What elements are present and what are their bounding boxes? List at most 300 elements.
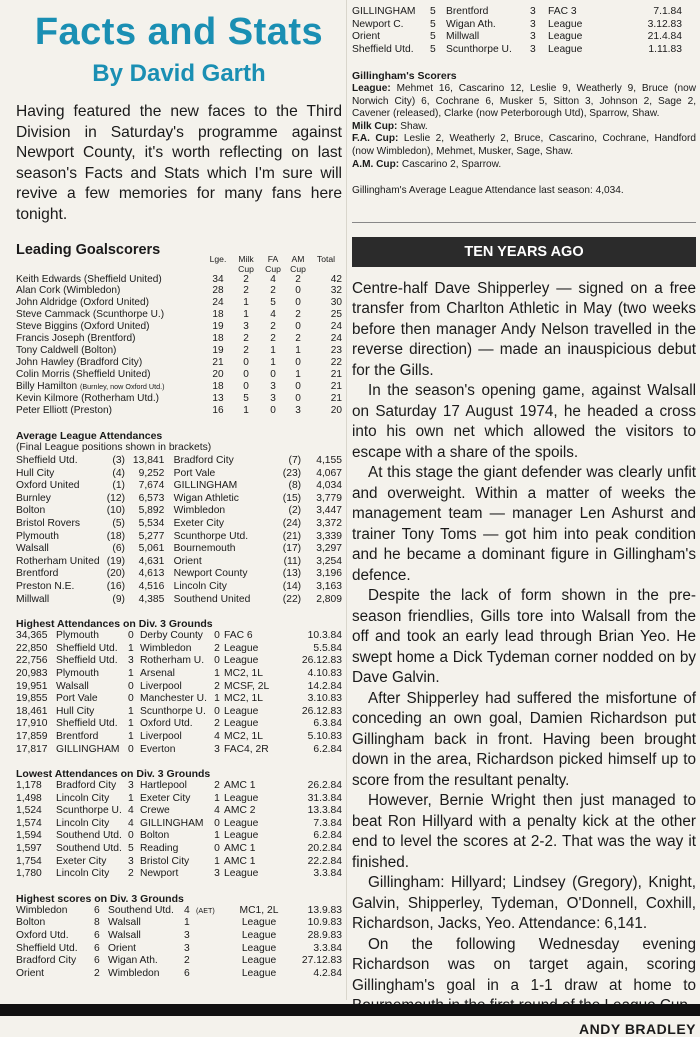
scorers-league: [352, 83, 696, 121]
scorer-name-text: Steve Biggins (Oxford United): [16, 321, 150, 333]
scorer-name-text: Tony Caldwell (Bolton): [16, 345, 117, 356]
away-score: 1: [214, 830, 220, 842]
competition: League: [224, 642, 259, 654]
away-score: 1: [214, 667, 220, 679]
scores-table: [16, 905, 342, 981]
match-date: 4.10.83: [307, 667, 342, 679]
away-score: 3: [184, 942, 190, 954]
scorer-lge: 28: [212, 285, 224, 297]
competition: League: [548, 18, 583, 30]
attendance-value: 4,613: [138, 568, 165, 580]
home-team: Bolton: [16, 917, 46, 929]
home-team: Hull City: [56, 705, 95, 717]
attendance-value: 18,461: [16, 705, 48, 717]
away-team: Derby County: [140, 630, 203, 642]
scorers-heading: Gillingham's Scorers: [352, 70, 457, 83]
spacer: [164, 531, 173, 544]
scorer-total: 22: [330, 356, 342, 368]
attendance-value: 22,756: [16, 655, 48, 667]
aet-note: (AET): [196, 905, 215, 915]
attendance-value: 5,892: [138, 505, 165, 517]
spacer: [164, 518, 173, 531]
col-am-2: Cup: [290, 263, 306, 274]
home-team: Sheffield Utd.: [352, 43, 414, 55]
ten-years-article: [352, 279, 696, 1017]
away-team: Walsall: [108, 930, 141, 942]
scorer-am: 0: [295, 321, 301, 333]
league-text: Mehmet 16, Cascarino 12, Leslie 9, Weatherly 9, Bruce (now Norwich City) 6, Cochrane 6, Musker 5, Sitton 3, Johnson 2, Sage 2, Cavener (released), Clarke (now Peterborough Utd), Sparrow, Shaw.: [352, 82, 696, 120]
scorer-note: (Burnley, now Oxford Utd.): [79, 381, 165, 391]
match-date: 5.5.84: [313, 642, 342, 654]
result-row: [352, 44, 682, 57]
scorer-fa: 3: [270, 392, 276, 404]
scorer-name-text: Billy Hamilton: [16, 380, 80, 392]
team-name: Bolton: [16, 505, 46, 517]
away-team: Rotherham U.: [140, 655, 205, 667]
scorer-name-text: Francis Joseph (Brentford): [16, 333, 136, 345]
lowest-heading: Lowest Attendances on Div. 3 Grounds: [16, 768, 211, 781]
match-row: [16, 718, 342, 731]
league-position: (8): [288, 480, 302, 492]
home-score: 4: [128, 817, 134, 829]
attendance-row: [16, 468, 342, 481]
league-position: (23): [282, 467, 302, 479]
spacer: [164, 594, 173, 607]
scorer-am: 1: [295, 345, 301, 356]
competition: League: [241, 942, 277, 954]
scorer-fa: 1: [270, 356, 276, 368]
league-position: (15): [282, 492, 302, 504]
competition: League: [548, 31, 583, 43]
fa-label: F.A. Cup:: [352, 133, 399, 145]
scorer-fa: 0: [270, 368, 276, 380]
away-score: 4: [184, 904, 190, 916]
match-date: 3.3.84: [313, 942, 342, 954]
scorer-milk: 3: [243, 321, 249, 333]
home-score: 5: [430, 18, 436, 30]
attendance-value: 7,674: [138, 480, 165, 492]
league-position: (14): [282, 580, 302, 592]
match-date: 6.2.84: [313, 743, 342, 755]
competition: MCSF, 2L: [224, 680, 270, 692]
team-name: Oxford United: [16, 480, 80, 492]
away-team: Manchester U.: [140, 693, 207, 705]
team-name: Wigan Athletic: [173, 492, 239, 504]
attendance-value: 1,780: [16, 868, 42, 880]
competition: League: [241, 917, 277, 929]
home-score: 5: [430, 6, 436, 17]
scorer-total: 21: [330, 380, 342, 392]
attendance-value: 5,534: [138, 518, 165, 529]
home-team: Sheffield Utd.: [16, 942, 78, 954]
scorer-name: [16, 393, 204, 405]
match-date: 28.9.83: [307, 930, 342, 942]
scorers-milk: [352, 121, 696, 134]
home-team: Plymouth: [56, 630, 99, 642]
away-score: 3: [214, 743, 220, 755]
attendance-row: [16, 556, 342, 569]
match-date: 31.3.84: [307, 792, 342, 804]
league-position: (2): [288, 505, 302, 517]
away-score: 0: [214, 705, 220, 717]
attendance-value: 34,365: [16, 630, 48, 642]
league-position: (20): [106, 568, 125, 580]
scorer-lge: 34: [212, 273, 224, 285]
home-score: 0: [128, 743, 134, 755]
attendance-row: [16, 568, 342, 581]
league-position: (16): [106, 580, 125, 592]
league-position: (1): [112, 480, 125, 492]
competition: League: [224, 718, 259, 730]
scorer-total: 30: [330, 297, 342, 309]
attendance-row: [16, 594, 342, 607]
goalscorer-row: [16, 297, 342, 309]
aet-note: [196, 968, 226, 981]
league-position: (3): [112, 455, 125, 467]
league-position: (13): [282, 568, 302, 580]
article-paragraph: However, Bernie Wright then just managed to beat Ron Hillyard with a penalty kick at the other end to level the scores at 2-2. That was the way it finished.: [352, 792, 696, 871]
page-title: Facts and Stats: [34, 11, 324, 53]
section-divider: [352, 222, 696, 223]
scorer-lge: 16: [212, 404, 224, 416]
team-name: Lincoln City: [173, 580, 227, 592]
away-score: 1: [214, 792, 220, 804]
match-row: [16, 668, 342, 681]
byline: By David Garth: [92, 60, 266, 87]
goalscorer-row: [16, 309, 342, 321]
attendance-value: 4,385: [138, 593, 165, 605]
away-score: 3: [530, 43, 536, 55]
attendance-value: 17,859: [16, 730, 48, 742]
attendance-row: [16, 518, 342, 531]
competition: League: [224, 705, 259, 717]
score-row: [16, 930, 342, 943]
team-name: Preston N.E.: [16, 580, 75, 592]
team-name: Southend United: [173, 593, 251, 605]
competition: League: [224, 868, 259, 880]
team-name: Newport County: [173, 568, 248, 580]
article-paragraph: On the following Wednesday evening Richardson was on target again, scoring Gillingham's goal in a 1-1 draw at home to: [352, 935, 696, 994]
match-row: [16, 744, 342, 757]
scorer-milk: 0: [243, 356, 249, 368]
score-row: [16, 943, 342, 956]
scorer-name: [16, 321, 204, 333]
match-date: 20.2.84: [307, 843, 342, 855]
scorer-lge: 18: [212, 333, 224, 345]
away-team: Wimbledon: [108, 967, 160, 979]
attendance-row: [16, 505, 342, 518]
match-row: [16, 681, 342, 694]
competition: League: [241, 955, 277, 967]
goalscorers-table: [16, 254, 342, 417]
attendance-value: 4,155: [316, 455, 342, 467]
team-name: Bristol Rovers: [16, 518, 81, 529]
home-team: Orient: [16, 967, 45, 979]
competition: AMC 1: [224, 843, 256, 855]
attendance-value: 19,855: [16, 693, 48, 705]
home-team: Sheffield Utd.: [56, 655, 118, 667]
home-score: 3: [128, 655, 134, 667]
aet-note: [196, 943, 226, 956]
scorer-am: 2: [295, 333, 301, 345]
scorer-lge: 21: [212, 356, 224, 368]
home-team: Brentford: [56, 730, 99, 742]
attendance-value: 17,817: [16, 743, 48, 755]
scores-heading: Highest scores on Div. 3 Grounds: [16, 892, 184, 905]
scorer-lge: 24: [212, 297, 224, 309]
team-name: Bradford City: [173, 455, 234, 467]
scorer-fa: 2: [270, 285, 276, 297]
home-score: 5: [430, 31, 436, 43]
match-date: 3.3.84: [313, 868, 342, 880]
competition: AMC 2: [224, 805, 256, 817]
page-bottom-strip: [0, 1004, 700, 1016]
home-score: 1: [128, 730, 134, 742]
competition: FAC 3: [548, 6, 577, 17]
team-name: Wimbledon: [173, 505, 226, 517]
attendance-value: 1,597: [16, 843, 42, 855]
scorer-total: 21: [330, 368, 342, 380]
home-score: 6: [94, 955, 100, 967]
away-score: 0: [214, 655, 220, 667]
home-team: Sheffield Utd.: [56, 642, 118, 654]
attendance-row: [16, 455, 342, 468]
home-team: Exeter City: [56, 855, 107, 867]
scorer-total: 42: [330, 273, 342, 285]
team-name: Exeter City: [173, 518, 224, 529]
attendance-value: 3,196: [316, 568, 342, 580]
scorer-lge: 13: [212, 392, 224, 404]
col-total: Total: [316, 253, 336, 264]
match-date: 1.11.83: [648, 43, 682, 55]
competition: League: [224, 655, 259, 667]
scorer-lge: 18: [212, 309, 224, 321]
goalscorers-rows: [16, 274, 342, 417]
article-paragraph: Centre-half Dave Shipperley — signed on a free transfer from Charlton Athletic in May (two weeks before then manager Andy Nelson travelled in the reverse direction) — made an inauspicious debut for the Gills.: [352, 279, 696, 379]
competition: League: [241, 967, 277, 979]
away-score: 2: [214, 642, 220, 654]
home-score: 0: [128, 693, 134, 705]
match-row: [16, 868, 342, 881]
scorer-name-text: Kevin Kilmore (Rotherham Utd.): [16, 392, 160, 404]
goalscorer-row: [16, 321, 342, 333]
goalscorer-row: [16, 393, 342, 405]
match-date: 26.12.83: [301, 705, 342, 717]
result-row: [352, 31, 682, 44]
league-position: (9): [112, 593, 125, 605]
scorers-am: [352, 159, 696, 172]
home-score: 6: [94, 942, 100, 954]
scorers-fa: [352, 133, 696, 158]
attendance-value: 3,779: [316, 492, 342, 504]
scorer-name: [16, 381, 204, 393]
scorer-total: 24: [330, 333, 342, 345]
home-score: 4: [128, 805, 134, 817]
ten-years-banner: TEN YEARS AGO: [352, 237, 696, 267]
scorer-milk: 1: [243, 297, 249, 309]
match-date: 3.12.83: [647, 18, 682, 30]
scorer-name: [16, 369, 204, 381]
match-row: [16, 830, 342, 843]
article-paragraph: In the season's opening game, against Walsall on Saturday 17 August 1974, he headed a cross into his own net which allowed the visitors to escape with a share of the spoils.: [352, 382, 696, 461]
goalscorers-heading: Leading Goalscorers: [16, 241, 161, 258]
team-name: Port Vale: [173, 467, 216, 479]
away-team: Bristol City: [140, 855, 190, 867]
scorer-fa: 2: [270, 321, 276, 333]
away-score: 1: [214, 693, 220, 705]
match-row: [16, 843, 342, 856]
home-team: Lincoln City: [56, 868, 110, 880]
away-score: 3: [184, 930, 190, 942]
scorer-fa: 3: [270, 380, 276, 392]
scorer-name-text: Keith Edwards (Sheffield United): [16, 273, 162, 285]
home-score: 1: [128, 718, 134, 730]
attendance-value: 22,850: [16, 642, 48, 654]
attendance-value: 3,339: [316, 530, 342, 542]
am-text: Cascarino 2, Sparrow.: [399, 158, 502, 170]
home-team: Lincoln City: [56, 792, 110, 804]
attendance-value: 1,574: [16, 817, 42, 829]
home-score: 1: [128, 642, 134, 654]
attendance-row: [16, 480, 342, 493]
scorer-total: 32: [330, 285, 342, 297]
league-position: (11): [283, 555, 302, 567]
spacer: [164, 543, 173, 556]
scorer-name: [16, 309, 204, 321]
milk-label: Milk Cup:: [352, 120, 398, 132]
attendance-row: [16, 493, 342, 506]
away-score: 4: [214, 805, 220, 817]
attendance-value: 13,841: [132, 455, 165, 467]
scorer-name: [16, 285, 204, 297]
away-team: Millwall: [446, 31, 480, 43]
home-team: Orient: [352, 31, 381, 43]
col-am: AM: [291, 253, 305, 264]
attendances-table: [16, 455, 342, 606]
spacer: [164, 556, 173, 569]
match-row: [16, 805, 342, 818]
home-score: 2: [128, 868, 134, 880]
article-author: ANDY BRADLEY: [579, 1020, 696, 1037]
away-team: Walsall: [108, 917, 141, 929]
attendance-value: 5,061: [138, 543, 165, 555]
away-team: Oxford Utd.: [140, 718, 193, 730]
scorer-name: [16, 333, 204, 345]
attendance-value: 2,809: [316, 593, 342, 605]
home-score: 0: [128, 830, 134, 842]
scorer-milk: 2: [243, 273, 249, 285]
team-name: GILLINGHAM: [173, 480, 238, 492]
scorer-am: 0: [295, 297, 301, 309]
competition: MC2, 1L: [224, 667, 263, 679]
competition: MC2, 1L: [224, 730, 263, 742]
scorer-fa: 2: [270, 333, 276, 345]
milk-text: Shaw.: [397, 120, 428, 132]
attendance-value: 4,034: [316, 480, 342, 492]
home-score: 3: [128, 780, 134, 792]
goalscorer-row: [16, 285, 342, 297]
article-paragraph: Despite the lack of form shown in the pre-season friendlies, Gills tore into Walsall from the off and took an early lead through Brian Yeo. He swept home a Dick Tydeman corner nodded on by Dave Galvin.: [352, 587, 696, 687]
gillingham-results-table: [352, 6, 682, 56]
scorer-fa: 4: [270, 273, 276, 285]
match-date: 7.1.84: [653, 6, 682, 17]
match-date: 4.2.84: [313, 967, 342, 979]
scorer-fa: 0: [270, 404, 276, 416]
scorer-name: [16, 297, 204, 309]
away-score: 0: [214, 843, 220, 855]
match-row: [16, 856, 342, 869]
home-score: 0: [128, 680, 134, 692]
competition: MC1, 2L: [239, 904, 279, 916]
away-team: Wigan Ath.: [108, 955, 158, 967]
scorer-name-text: John Aldridge (Oxford United): [16, 297, 149, 309]
scorer-name-text: Alan Cork (Wimbledon): [16, 285, 121, 297]
league-position: (6): [112, 543, 125, 555]
scorer-milk: 2: [243, 345, 249, 356]
home-team: Scunthorpe U.: [56, 805, 122, 817]
attendance-value: 3,372: [316, 518, 342, 529]
scorer-fa: 4: [270, 309, 276, 321]
away-team: Orient: [108, 942, 137, 954]
away-score: 2: [184, 955, 190, 967]
scorer-total: 24: [330, 321, 342, 333]
spacer: [164, 581, 173, 594]
scorer-total: 25: [330, 309, 342, 321]
match-row: [16, 630, 342, 643]
article-paragraph: Gillingham: Hillyard; Lindsey (Gregory), Knight, Galvin, Shipperley, Tydeman, O'Donnell, Coxhill, Richardson, Jacks, Yeo. Attendance: 6,141.: [352, 874, 696, 933]
home-team: Lincoln City: [56, 817, 110, 829]
away-team: Reading: [140, 843, 179, 855]
home-score: 1: [128, 792, 134, 804]
away-team: Newport: [140, 868, 179, 880]
away-team: Everton: [140, 743, 176, 755]
league-position: (24): [282, 518, 302, 529]
score-row: [16, 905, 342, 918]
away-team: Bolton: [140, 830, 170, 842]
competition: League: [224, 817, 259, 829]
league-position: (17): [282, 543, 302, 555]
scorer-name: [16, 405, 204, 417]
home-team: Wimbledon: [16, 904, 68, 916]
team-name: Orient: [173, 555, 202, 567]
league-position: (4): [112, 467, 125, 479]
competition: FAC4, 2R: [224, 743, 269, 755]
scorer-am: 0: [295, 356, 301, 368]
away-score: 3: [214, 868, 220, 880]
team-name: Plymouth: [16, 530, 59, 542]
competition: League: [241, 930, 277, 942]
scorer-lge: 20: [212, 368, 224, 380]
goalscorer-row: [16, 405, 342, 417]
home-team: Oxford Utd.: [16, 930, 69, 942]
away-score: 6: [184, 967, 190, 979]
goalscorer-row: [16, 345, 342, 357]
home-score: 1: [128, 667, 134, 679]
away-score: 2: [214, 680, 220, 692]
match-date: 3.10.83: [307, 693, 342, 705]
scorer-am: 2: [295, 309, 301, 321]
attendance-row: [16, 543, 342, 556]
away-score: 3: [530, 6, 536, 17]
league-position: (21): [282, 530, 302, 542]
match-row: [16, 818, 342, 831]
spacer: [164, 480, 173, 493]
team-name: Brentford: [16, 568, 59, 580]
competition: MC2, 1L: [224, 693, 263, 705]
attendance-value: 3,297: [316, 543, 342, 555]
score-row: [16, 955, 342, 968]
home-score: 6: [94, 930, 100, 942]
